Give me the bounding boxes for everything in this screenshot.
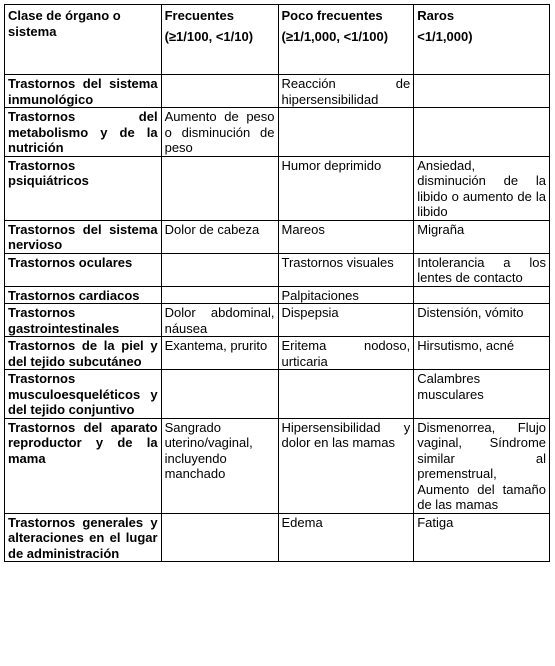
organ-class-cell: Trastornos oculares [5, 253, 162, 286]
header-frequent-range: (≥1/100, <1/10) [164, 28, 254, 44]
frequent-cell: Dolor de cabeza [161, 220, 278, 253]
uncommon-cell: Palpitaciones [278, 286, 414, 304]
frequent-cell: Aumento de peso o disminución de peso [161, 108, 278, 157]
table-row [5, 304, 550, 337]
frequent-cell [161, 253, 278, 286]
frequent-cell [161, 156, 278, 220]
frequent-cell: Exantema, prurito [161, 337, 278, 370]
table-row [5, 108, 550, 157]
header-organ-class [5, 5, 162, 75]
rare-cell: Fatiga [414, 513, 550, 562]
uncommon-cell: Eritema nodoso, urticaria [278, 337, 414, 370]
uncommon-cell: Mareos [278, 220, 414, 253]
header-uncommon-label: Poco frecuentes [281, 8, 383, 23]
table-row [5, 220, 550, 253]
organ-class-cell: Trastornos cardiacos [5, 286, 162, 304]
organ-class-cell: Trastornos del metabolismo y de la nutrición [5, 108, 162, 157]
header-organ-class-label: Clase de órgano o sistema [8, 8, 121, 39]
header-uncommon-range: (≥1/1,000, <1/100) [281, 28, 389, 44]
rare-cell: Migraña [414, 220, 550, 253]
frequent-cell [161, 75, 278, 108]
frequent-cell [161, 370, 278, 419]
rare-cell [414, 75, 550, 108]
header-frequent [161, 5, 278, 75]
uncommon-cell: Edema [278, 513, 414, 562]
adverse-reactions-table [4, 4, 550, 562]
frequent-cell: Dolor abdominal, náusea [161, 304, 278, 337]
uncommon-cell: Reacción de hipersensibilidad [278, 75, 414, 108]
organ-class-cell: Trastornos generales y alteraciones en el lugar de administración [5, 513, 162, 562]
uncommon-cell [278, 370, 414, 419]
table-row [5, 156, 550, 220]
rare-cell [414, 108, 550, 157]
organ-class-cell: Trastornos gastrointestinales [5, 304, 162, 337]
uncommon-cell: Trastornos visuales [278, 253, 414, 286]
frequent-cell: Sangrado uterino/vaginal, incluyendo manchado [161, 418, 278, 513]
table-row [5, 75, 550, 108]
table-row [5, 513, 550, 562]
organ-class-cell: Trastornos del sistema inmunológico [5, 75, 162, 108]
uncommon-cell: Dispepsia [278, 304, 414, 337]
table-row [5, 286, 550, 304]
table-row [5, 418, 550, 513]
organ-class-cell: Trastornos musculoesqueléticos y del tejido conjuntivo [5, 370, 162, 419]
uncommon-cell: Humor deprimido [278, 156, 414, 220]
header-rare [414, 5, 550, 75]
header-uncommon [278, 5, 414, 75]
organ-class-cell: Trastornos del aparato reproductor y de la mama [5, 418, 162, 513]
organ-class-cell: Trastornos psiquiátricos [5, 156, 162, 220]
uncommon-cell: Hipersensibilidad y dolor en las mamas [278, 418, 414, 513]
table-row [5, 337, 550, 370]
rare-cell: Calambres musculares [414, 370, 550, 419]
table-row [5, 253, 550, 286]
frequent-cell [161, 286, 278, 304]
uncommon-cell [278, 108, 414, 157]
rare-cell: Hirsutismo, acné [414, 337, 550, 370]
organ-class-cell: Trastornos de la piel y del tejido subcutáneo [5, 337, 162, 370]
rare-cell: Dismenorrea, Flujo vaginal, Síndrome similar al premenstrual, Aumento del tamaño de las mamas [414, 418, 550, 513]
header-frequent-label: Frecuentes [164, 8, 234, 23]
organ-class-cell: Trastornos del sistema nervioso [5, 220, 162, 253]
table-header-row [5, 5, 550, 75]
header-rare-range: <1/1,000) [417, 28, 473, 44]
rare-cell: Distensión, vómito [414, 304, 550, 337]
frequent-cell [161, 513, 278, 562]
rare-cell [414, 286, 550, 304]
rare-cell: Intolerancia a los lentes de contacto [414, 253, 550, 286]
header-rare-label: Raros [417, 8, 455, 23]
rare-cell: Ansiedad, disminución de la libido o aumento de la libido [414, 156, 550, 220]
table-row [5, 370, 550, 419]
